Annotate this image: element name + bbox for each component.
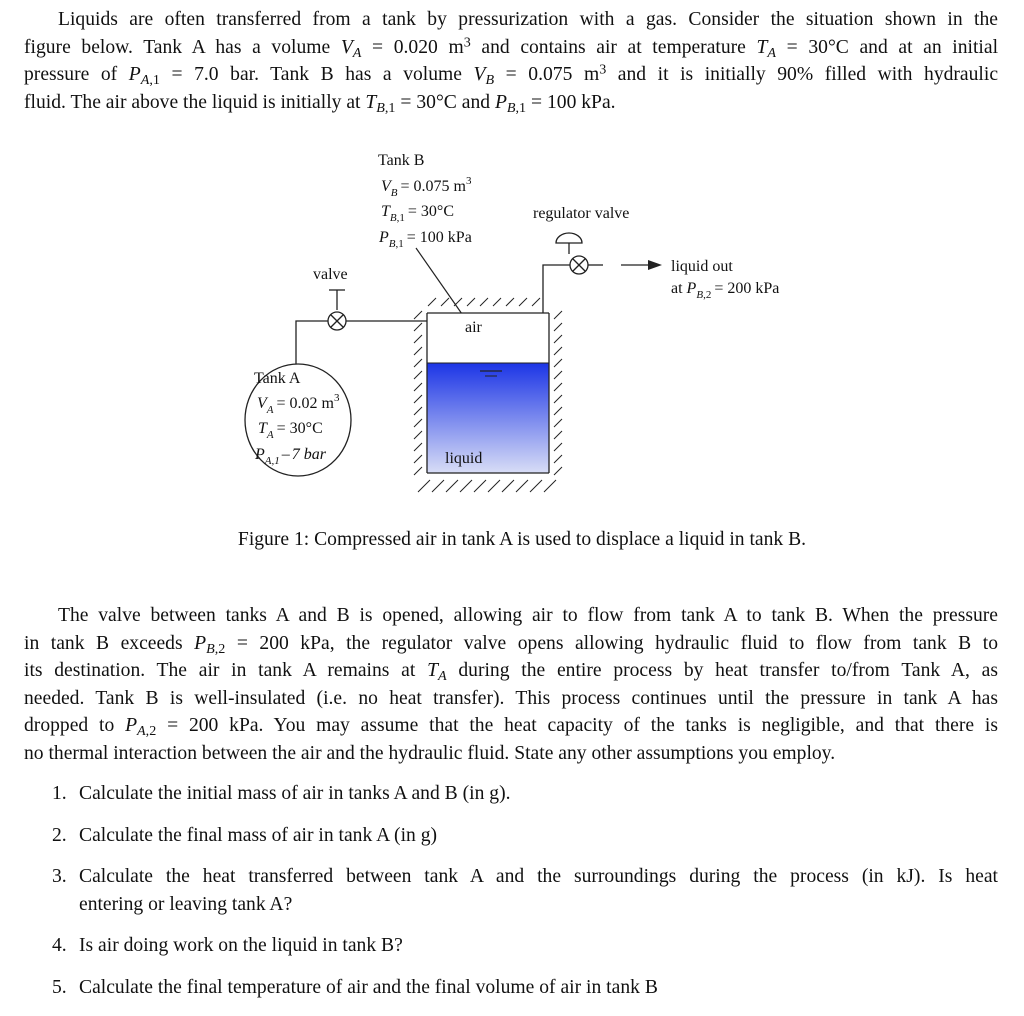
intro-line-3: pressure of $P_{A,1} = 7.0$ bar. Tank B has a volume $V_B = 0.075$ $m^3$ and it is initially 90% filled with hydraulic <box>24 61 999 89</box>
figure-caption: Figure 1: Compressed air in tank A is used to displace a liquid in tank B. <box>237 529 807 550</box>
liquid-out-arrow-icon <box>648 260 662 270</box>
body-line-2: in tank B exceeds $P_{B,2} = 200$ kPa, the regulator valve opens allowing hydraulic fluid to flow from tank B to <box>24 632 998 657</box>
tank-a-title: Tank A <box>254 370 301 387</box>
question-item <box>24 974 998 1002</box>
body-line-1: The valve between tanks A and B is opened, allowing air to flow from tank A to tank B. When the pressure <box>58 605 998 626</box>
question-list <box>24 780 998 1016</box>
tank-b-label-leader <box>416 248 462 314</box>
pipe-tank-a-to-valve <box>296 321 328 365</box>
body-line-3: its destination. The air in tank A remains at $T_A$ during the entire process by heat transfer to/from Tank A, as <box>24 660 999 685</box>
tank-a-volume-label: $V_A = 0.02$ $m^3$ <box>257 392 340 416</box>
question-text: Calculate the final temperature of air and the final volume of air in tank B <box>79 976 658 998</box>
question-item <box>24 780 998 808</box>
regulator-actuator-dome <box>556 233 582 243</box>
body-paragraph <box>24 602 998 768</box>
intro-line-1: Liquids are often transferred from a tank by pressurization with a gas. Consider the situation shown in the <box>58 9 998 30</box>
question-text-continued: entering or leaving tank A? <box>79 893 293 915</box>
liquid-out-pressure-label: at $P_B,2 = 200$ kPa <box>671 280 780 301</box>
liquid-out-label: liquid out <box>671 258 733 275</box>
tank-b-volume-label: $V_B = 0.075$ $m^3$ <box>381 175 472 199</box>
question-number: 3. <box>52 866 67 888</box>
valve-label: valve <box>313 266 348 283</box>
body-line-4: needed. Tank B is well-insulated (i.e. no heat transfer). This process continues until the pressure in tank A has <box>24 687 998 709</box>
intro-line-4: fluid. The air above the liquid is initially at $T_{B,1} = 30^\circ C$ and $P_{B,1} = 100$ kPa. <box>24 91 616 116</box>
question-number: 5. <box>52 976 67 998</box>
liquid-label: liquid <box>445 450 483 467</box>
intro-paragraph <box>24 6 998 116</box>
air-label: air <box>465 319 482 336</box>
question-item <box>24 863 998 918</box>
question-text: Is air doing work on the liquid in tank B? <box>79 935 403 957</box>
body-line-5: dropped to $P_{A,2} = 200$ kPa. You may assume that the heat capacity of the tanks is negligible, and that there is <box>24 715 998 740</box>
tank-b-temperature-label: $T_B,1 = 30^\circ C$ <box>381 203 454 224</box>
question-item <box>24 932 998 960</box>
tank-diagram <box>0 140 1024 520</box>
question-text: Calculate the final mass of air in tank A (in g) <box>79 824 438 846</box>
regulator-valve-label: regulator valve <box>533 205 630 222</box>
question-text: Calculate the initial mass of air in tanks A and B (in g). <box>79 783 511 804</box>
tank-b-title: Tank B <box>378 152 425 169</box>
intro-line-2: figure below. Tank A has a volume $V_A = 0.020$ $m^3$ and contains air at temperature $T_A = 30^\circ C$ and at an initial <box>24 34 999 61</box>
tank-a-pressure-label: $P_{A,1} - 7$ bar <box>255 446 326 467</box>
question-text: Calculate the heat transferred between tank A and the surroundings during the process (in kJ). Is heat <box>79 866 998 888</box>
question-item <box>24 822 998 850</box>
body-line-6: no thermal interaction between the air and the hydraulic fluid. State any other assumptions you employ. <box>24 742 836 764</box>
tank-b-pressure-label: $P_B,1 = 100$ kPa <box>379 229 472 250</box>
question-number: 2. <box>52 824 67 846</box>
tank-a-temperature-label: $T_A = 30^\circ C$ <box>258 420 323 441</box>
question-number: 4. <box>52 935 67 957</box>
question-number: 1. <box>52 783 67 804</box>
